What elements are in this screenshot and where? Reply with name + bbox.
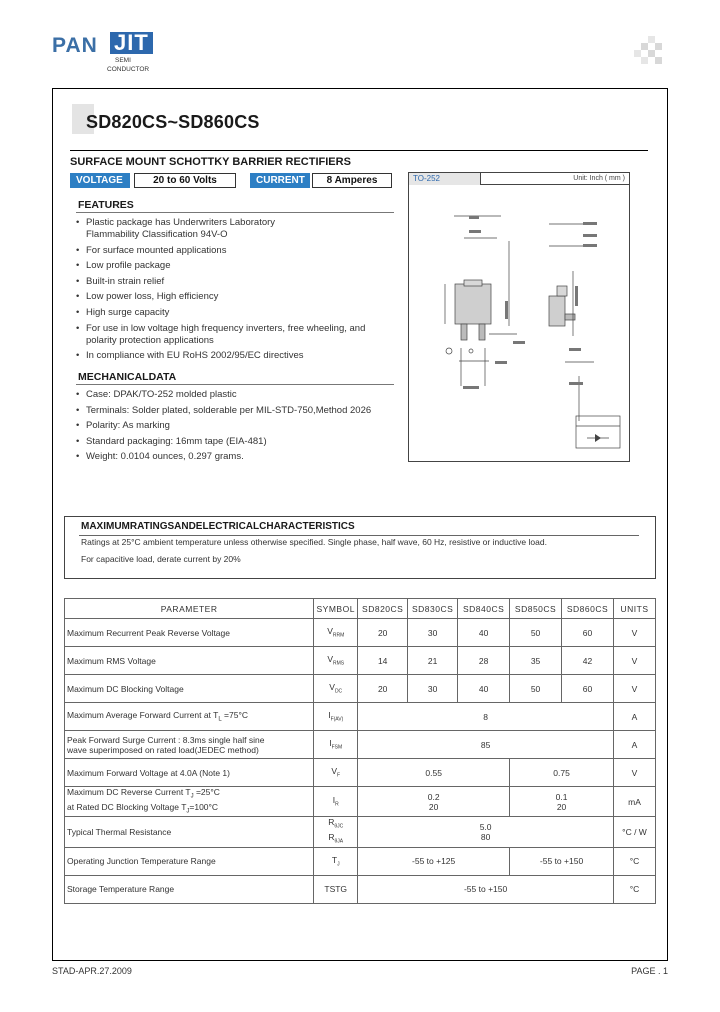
top-rule — [52, 88, 668, 89]
logo-conductor: CONDUCTOR — [107, 66, 150, 73]
symbol-cell: $V_F$ — [314, 759, 358, 787]
table-row — [65, 787, 656, 817]
mechanical-rule — [76, 384, 394, 385]
table-header: UNITS — [614, 599, 656, 619]
param-cell: Operating Junction Temperature Range — [65, 847, 314, 875]
value-cell: 60 — [562, 619, 614, 647]
symbol-cell: TSTG — [314, 875, 358, 903]
left-border — [52, 88, 53, 960]
param-cell: Maximum DC Blocking Voltage — [65, 675, 314, 703]
right-border — [667, 88, 668, 960]
value-cell: 35 — [510, 647, 562, 675]
value-cell: 30 — [408, 675, 458, 703]
table-row — [65, 675, 656, 703]
table-row — [65, 619, 656, 647]
features-list — [76, 217, 396, 366]
table-header: PARAMETER — [65, 599, 314, 619]
value-cell: 42 — [562, 647, 614, 675]
table-header: SD860CS — [562, 599, 614, 619]
ratings-notes-box — [64, 516, 656, 579]
unit-cell: °C — [614, 875, 656, 903]
panjit-logo — [52, 32, 172, 78]
symbol-cell: $V_{DC}$ — [314, 675, 358, 703]
unit-cell: A — [614, 703, 656, 731]
list-item: • High surge capacity — [76, 307, 396, 319]
list-item: • Weight: 0.0104 ounces, 0.297 grams. — [76, 451, 396, 463]
param-cell: Maximum Forward Voltage at 4.0A (Note 1) — [65, 759, 314, 787]
page-subtitle: SURFACE MOUNT SCHOTTKY BARRIER RECTIFIERS — [70, 156, 351, 168]
list-item: • Terminals: Solder plated, solderable per MIL-STD-750,Method 2026 — [76, 405, 396, 417]
table-row — [65, 847, 656, 875]
param-cell: Maximum DC Reverse Current $T_J =25^\circ C$ at Rated DC Blocking Voltage $T_J=100^\circ C$ — [65, 787, 314, 817]
package-name: TO-252 — [409, 173, 481, 185]
value-cell: -55 to +150 — [510, 847, 614, 875]
mechanical-list — [76, 389, 396, 467]
value-cell: 40 — [458, 675, 510, 703]
list-item: • Polarity: As marking — [76, 420, 396, 432]
param-cell: Maximum Average Forward Current at $T_L =75^\circ C$ — [65, 703, 314, 731]
symbol-cell: $I_{F(AV)}$ — [314, 703, 358, 731]
features-heading: FEATURES — [78, 199, 134, 211]
value-cell: 0.1 20 — [510, 787, 614, 817]
table-row — [65, 731, 656, 759]
unit-cell: V — [614, 647, 656, 675]
unit-cell: V — [614, 619, 656, 647]
list-item: • In compliance with EU RoHS 2002/95/EC directives — [76, 350, 396, 362]
value-cell: 0.55 — [358, 759, 510, 787]
unit-cell: V — [614, 759, 656, 787]
list-item: • Low power loss, High efficiency — [76, 291, 396, 303]
table-row — [65, 817, 656, 847]
list-item: • Low profile package — [76, 260, 396, 272]
page-title: SD820CS~SD860CS — [86, 112, 260, 132]
current-value: 8 Amperes — [312, 173, 392, 188]
mechanical-heading: MECHANICALDATA — [78, 371, 177, 383]
ratings-note-1: Ratings at 25°C ambient temperature unless otherwise specified. Single phase, half wave, 60 Hz, resistive or inductive load. — [81, 537, 547, 547]
param-cell: Peak Forward Surge Current : 8.3ms single half sine wave superimposed on rated load(JEDEC method) — [65, 731, 314, 759]
symbol-cell: $V_{RRM}$ — [314, 619, 358, 647]
param-cell: Typical Thermal Resistance — [65, 817, 314, 847]
value-cell: 40 — [458, 619, 510, 647]
value-cell: -55 to +150 — [358, 875, 614, 903]
voltage-value: 20 to 60 Volts — [134, 173, 236, 188]
value-cell: 5.0 80 — [358, 817, 614, 847]
value-cell: 28 — [458, 647, 510, 675]
list-item: • Case: DPAK/TO-252 molded plastic — [76, 389, 396, 401]
unit-cell: A — [614, 731, 656, 759]
unit-cell: V — [614, 675, 656, 703]
package-outline-icon — [409, 186, 629, 461]
table-header: SYMBOL — [314, 599, 358, 619]
logo-semi: SEMI — [115, 57, 131, 64]
unit-cell: °C — [614, 847, 656, 875]
value-cell: 85 — [358, 731, 614, 759]
ratings-note-2: For capacitive load, derate current by 20% — [81, 554, 241, 564]
table-row — [65, 875, 656, 903]
features-rule — [76, 212, 394, 213]
table-row — [65, 759, 656, 787]
table-row — [65, 647, 656, 675]
bottom-rule — [52, 960, 668, 961]
list-item: • Plastic package has Underwriters Laboratory Flammability Classification 94V-O — [76, 217, 396, 241]
table-header-row — [65, 599, 656, 619]
unit-cell: mA — [614, 787, 656, 817]
param-cell: Storage Temperature Range — [65, 875, 314, 903]
ratings-rule — [79, 535, 639, 536]
param-cell: Maximum RMS Voltage — [65, 647, 314, 675]
ratings-heading: MAXIMUMRATINGSANDELECTRICALCHARACTERISTICS — [81, 521, 355, 532]
symbol-cell: $R_{\theta JC}$ $R_{\theta JA}$ — [314, 817, 358, 847]
value-cell: 20 — [358, 675, 408, 703]
table-header: SD840CS — [458, 599, 510, 619]
value-cell: 50 — [510, 619, 562, 647]
value-cell: 8 — [358, 703, 614, 731]
table-header: SD830CS — [408, 599, 458, 619]
table-header: SD850CS — [510, 599, 562, 619]
value-cell: 0.75 — [510, 759, 614, 787]
symbol-cell: $V_{RMS}$ — [314, 647, 358, 675]
list-item: • Standard packaging: 16mm tape (EIA-481) — [76, 436, 396, 448]
package-header — [409, 173, 629, 185]
table-row — [65, 703, 656, 731]
symbol-cell: $I_{FSM}$ — [314, 731, 358, 759]
voltage-label: VOLTAGE — [70, 173, 130, 188]
list-item: • Built-in strain relief — [76, 276, 396, 288]
current-label: CURRENT — [250, 173, 310, 188]
value-cell: 60 — [562, 675, 614, 703]
footer-date: STAD-APR.27.2009 — [52, 966, 132, 976]
decorative-dots-icon — [634, 36, 664, 66]
list-item: • For use in low voltage high frequency inverters, free wheeling, and polarity protection applications — [76, 323, 396, 347]
ratings-table — [64, 598, 656, 904]
value-cell: 30 — [408, 619, 458, 647]
unit-cell: °C / W — [614, 817, 656, 847]
symbol-cell: $I_R$ — [314, 787, 358, 817]
value-cell: 21 — [408, 647, 458, 675]
symbol-cell: $T_J$ — [314, 847, 358, 875]
logo-text-pan: PAN — [52, 34, 98, 57]
package-unit: Unit: Inch ( mm ) — [573, 175, 625, 182]
logo-text-jit: JIT — [110, 32, 153, 54]
param-cell: Maximum Recurrent Peak Reverse Voltage — [65, 619, 314, 647]
value-cell: 20 — [358, 619, 408, 647]
footer-page: PAGE . 1 — [631, 966, 668, 976]
value-cell: 50 — [510, 675, 562, 703]
title-rule — [70, 150, 648, 151]
package-drawing — [408, 172, 630, 462]
value-cell: 14 — [358, 647, 408, 675]
value-cell: 0.2 20 — [358, 787, 510, 817]
list-item: • For surface mounted applications — [76, 245, 396, 257]
value-cell: -55 to +125 — [358, 847, 510, 875]
table-header: SD820CS — [358, 599, 408, 619]
